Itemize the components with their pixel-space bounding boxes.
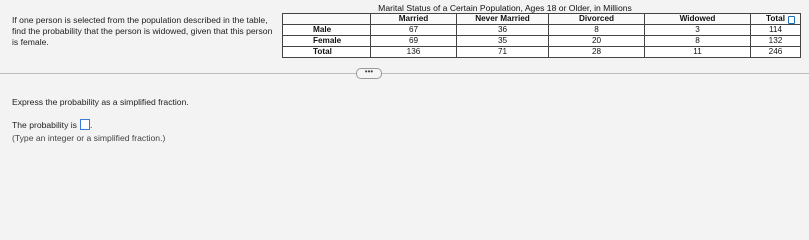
cell-female-total: 132 [751,36,801,47]
instruction-text: Express the probability as a simplified fraction. [12,97,189,107]
answer-suffix: . [89,119,93,130]
header-corner [283,14,371,25]
answer-prefix: The probability is [12,119,77,130]
cell-total-married: 136 [371,47,457,58]
problem-text: If one person is selected from the population described in the table, find the probability that the person is widowed, given that this person is female. [12,15,273,47]
row-label-total: Total [283,47,371,58]
cell-female-married: 69 [371,36,457,47]
table-row [283,25,801,36]
cell-female-divorced: 20 [549,36,645,47]
cell-total-total: 246 [751,47,801,58]
cell-female-widowed: 8 [645,36,751,47]
header-married: Married [371,14,457,25]
cell-total-widowed: 11 [645,47,751,58]
answer-hint: (Type an integer or a simplified fraction.) [12,133,166,143]
cell-male-total: 114 [751,25,801,36]
row-label-female: Female [283,36,371,47]
table-header-row [283,14,801,25]
marital-status-table [282,13,801,58]
cell-male-married: 67 [371,25,457,36]
copy-table-icon[interactable] [788,16,795,24]
table-caption: Marital Status of a Certain Population, Ages 18 or Older, in Millions [378,3,632,13]
header-never-married: Never Married [457,14,549,25]
cell-male-divorced: 8 [549,25,645,36]
cell-male-widowed: 3 [645,25,751,36]
cell-total-divorced: 28 [549,47,645,58]
section-divider [0,73,809,74]
cell-total-never-married: 71 [457,47,549,58]
answer-input-box[interactable] [80,119,93,130]
table-row [283,36,801,47]
more-options-button[interactable]: ••• [356,68,382,79]
header-divorced: Divorced [549,14,645,25]
cell-male-never-married: 36 [457,25,549,36]
cell-female-never-married: 35 [457,36,549,47]
header-total: Total [751,14,801,25]
answer-line [12,119,92,130]
row-label-male: Male [283,25,371,36]
table-row [283,47,801,58]
header-widowed: Widowed [645,14,751,25]
